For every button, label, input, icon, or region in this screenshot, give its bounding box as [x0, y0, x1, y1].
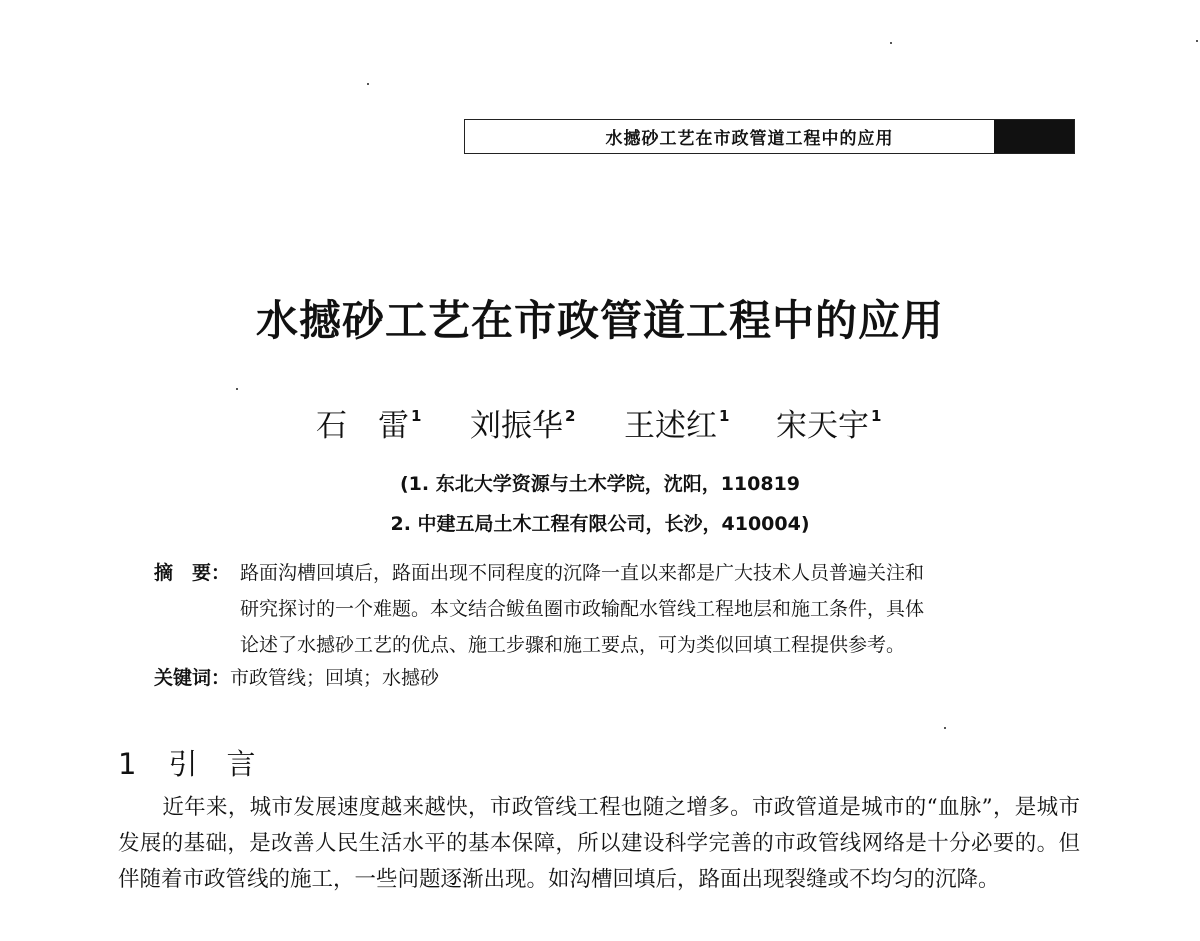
- scan-speck: [367, 83, 369, 85]
- running-header: [464, 119, 1075, 154]
- abstract-line: 论述了水撼砂工艺的优点、施工步骤和施工要点，可为类似回填工程提供参考。: [240, 634, 906, 656]
- author-affiliation-mark: 1: [719, 407, 730, 425]
- author-2: [470, 400, 575, 445]
- scan-speck: [890, 42, 892, 44]
- affiliation-line-2: 2. 中建五局土木工程有限公司，长沙，410004): [390, 513, 810, 535]
- section-heading: [118, 742, 255, 783]
- scan-speck: [236, 388, 238, 390]
- author-name: 宋天宇: [776, 408, 869, 444]
- running-header-black-block: [994, 120, 1074, 153]
- author-name: 刘振华: [470, 408, 563, 444]
- body-paragraph: [118, 790, 1080, 898]
- author-1: [316, 400, 421, 445]
- scan-speck: [1196, 40, 1198, 42]
- paper-title: 水撼砂工艺在市政管道工程中的应用: [255, 296, 944, 345]
- paragraph-text: 近年来，城市发展速度越来越快，市政管线工程也随之增多。市政管道是城市的“血脉”，是城市发展的基础，是改善人民生活水平的基本保障，所以建设科学完善的市政管线网络是十分必要的。但伴随着市政管线的施工，一些问题逐渐出现。如沟槽回填后，路面出现裂缝或不均匀的沉降。: [118, 795, 1080, 892]
- keywords-text: 市政管线；回填；水撼砂: [230, 667, 440, 689]
- abstract-text: [240, 555, 1060, 663]
- section-number: 1: [118, 747, 137, 781]
- author-affiliation-mark: 1: [411, 407, 422, 425]
- keywords-label: 关键词：: [154, 667, 231, 689]
- affiliation-line-1: (1. 东北大学资源与土木学院，沈阳，110819: [399, 473, 801, 495]
- abstract: [154, 555, 1054, 656]
- abstract-line: 研究探讨的一个难题。本文结合鲅鱼圈市政输配水管线工程地层和施工条件，具体: [240, 598, 925, 620]
- author-affiliation-mark: 1: [871, 407, 882, 425]
- keywords: [154, 663, 439, 690]
- abstract-label: 摘 要：: [154, 562, 231, 584]
- section-title: 引 言: [168, 747, 256, 781]
- author-4: [776, 400, 881, 445]
- running-header-title: 水撼砂工艺在市政管道工程中的应用: [605, 129, 894, 149]
- author-3: [624, 400, 729, 445]
- scan-speck: [944, 727, 946, 729]
- author-name: 石 雷: [316, 408, 409, 444]
- author-name: 王述红: [624, 408, 717, 444]
- author-affiliation-mark: 2: [565, 407, 576, 425]
- abstract-line: 路面沟槽回填后，路面出现不同程度的沉降一直以来都是广大技术人员普遍关注和: [240, 562, 925, 584]
